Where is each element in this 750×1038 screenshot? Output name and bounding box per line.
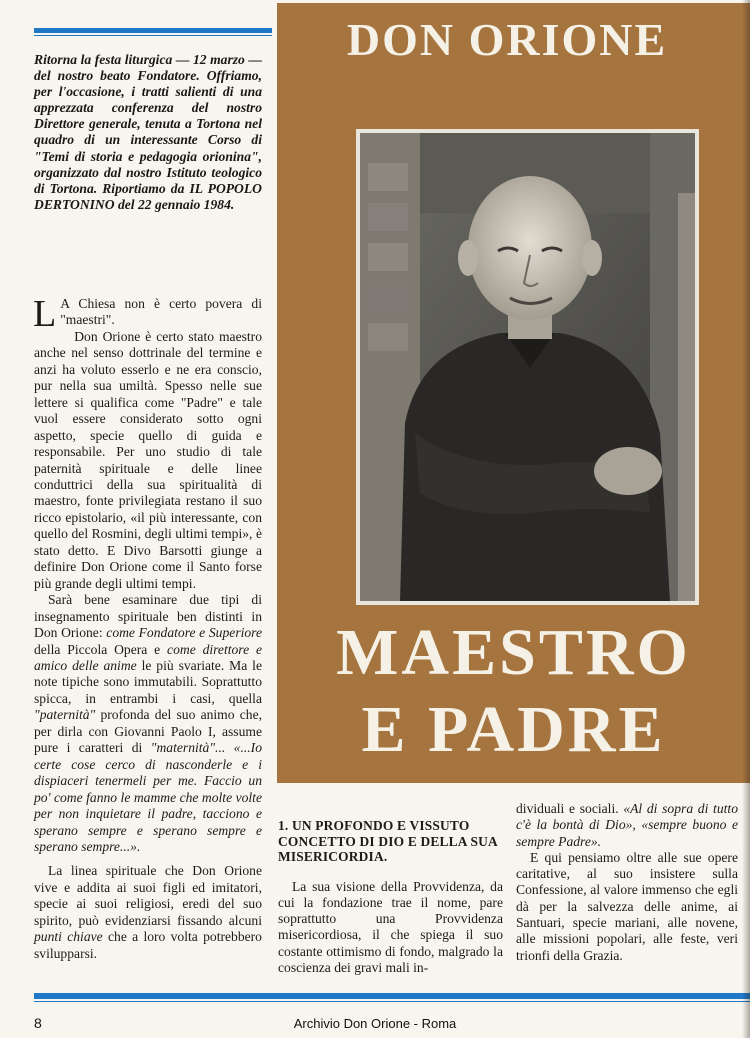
paragraph-3 [34,592,262,855]
p3-italic-d: come direttore e amico delle anime [34,641,263,673]
p3-text-g: profonda del suo animo che, per dirla con Giovanni Paolo I, assume pure i caratteri di [34,707,262,756]
paragraph-2: Don Orione è certo stato maestro anche nel senso dottrinale del termine e anzi ha voluto esserlo e ne era conscio, pur nella sua umiltà. Spesso nelle sue lettere si qualifica come "Padre" e tale vuol essere considerato sotto ogni aspetto, specie quello di guida e responsabile. Per uno studio di tale paternità spirituale e delle linee conduttrici della sua spiritualità di maestro, fonte privilegiata restano il suo ricco epistolario, «il più interessante, con quello del Rosmini, degli ultimi tempi», è stato detto. E Divo Barsotti giunge a definire Don Orione come il Santo forse più grande degli ultimi tempi. [34,328,262,591]
p4-text-c: che a loro volta potrebbero svilupparsi. [34,929,262,961]
p3-text-c: della Piccola Opera e [34,641,168,657]
title-maestro: MAESTRO [336,616,691,689]
bottom-rule-thin [34,1001,750,1002]
intro-text: Ritorna la festa liturgica — 12 marzo — del nostro beato Fondatore. Offriamo, per l'occasione, i tratti salienti di una apprezzata conferenza del nostro Direttore generale, tenuta a Tortona nel quadro di un interessante Corso di "Temi di storia e pedagogia orionina", organizzato dal nostro Istituto teologico di Tortona. Riportiamo da IL POPOLO DERTONINO del 22 gennaio 1984. [34,52,262,212]
section-paragraph-2: E qui pensiamo oltre alle sue opere caritative, al suo insistere sulla Confessione, al valore immenso che egli dà per la salvezza delle anime, ai Santuari, specie mariani, alle novene, alle missioni popolari, alle feste, veri trionfi della Grazia. [516,849,738,963]
col3-italic-b: «Al di sopra di tutto c'è la bontà di Dio», «sempre buono e sempre Padre». [516,801,738,849]
p4-text-a: La linea spirituale che Don Orione vive e addita ai suoi figli ed imitatori, specie ai suoi religiosi, eredi del suo spirito, può evidenziarsi fissando alcuni [34,863,262,928]
title-don-orione: DON ORIONE [346,14,668,65]
portrait-photo [360,133,695,601]
section-heading: 1. UN PROFONDO E VISSUTO CONCETTO DI DIO E DELLA SUA MISERICORDIA. [278,818,498,864]
portrait-illustration [360,133,695,601]
paragraph-4 [34,863,262,962]
archive-caption: Archivio Don Orione - Roma [293,1016,457,1031]
p3-italic-h: "maternità"... [150,740,226,756]
p3-text-a: Sarà bene esaminare due tipi di insegnamento spirituale ben distinti in Don Orione: [34,592,262,641]
top-rule-thin [34,35,272,36]
p3-quote: «...Io certe cose cerco di nasconderle e i dispiaceri tenermeli per me. Faccio un po' come fanno le mamme che molte volte per non inquietare il padre, tacciono e sperano sempre e sperano sempre e sperano sempre...». [34,740,262,854]
bottom-rule [34,993,750,999]
article-column-2 [278,818,503,976]
article-column-1 [33,293,263,962]
page-edge-shadow [742,0,750,1038]
p3-text-e: le più svariate. Ma le note tipiche sono immutabili. Soprattutto spicca, in entrambi i casi, quella [34,657,262,706]
section-paragraph-1: La sua visione della Provvidenza, da cui la fondazione trae il nome, pare soprattutto una Provvidenza misericordiosa, il che spiega il suo costante ottimismo di fondo, malgrado la coscienza dei gravi mali in- [278,878,503,975]
page-number: 8 [34,1015,42,1031]
top-rule [34,28,272,33]
paragraph-1 [33,293,262,335]
drop-cap: L [33,293,57,335]
article-column-3 [516,801,738,964]
p4-italic-b: punti chiave [34,929,103,945]
col3-text-a: dividuali e sociali. [516,801,624,816]
paragraph-1-text: A Chiesa non è certo povera di "maestri". [60,296,262,328]
p3-italic-b: come Fondatore e Superiore [106,625,262,641]
title-e-padre: E PADRE [361,693,666,766]
p3-italic-f: "paternità" [34,707,96,723]
section-paragraph-1-cont [516,801,738,850]
